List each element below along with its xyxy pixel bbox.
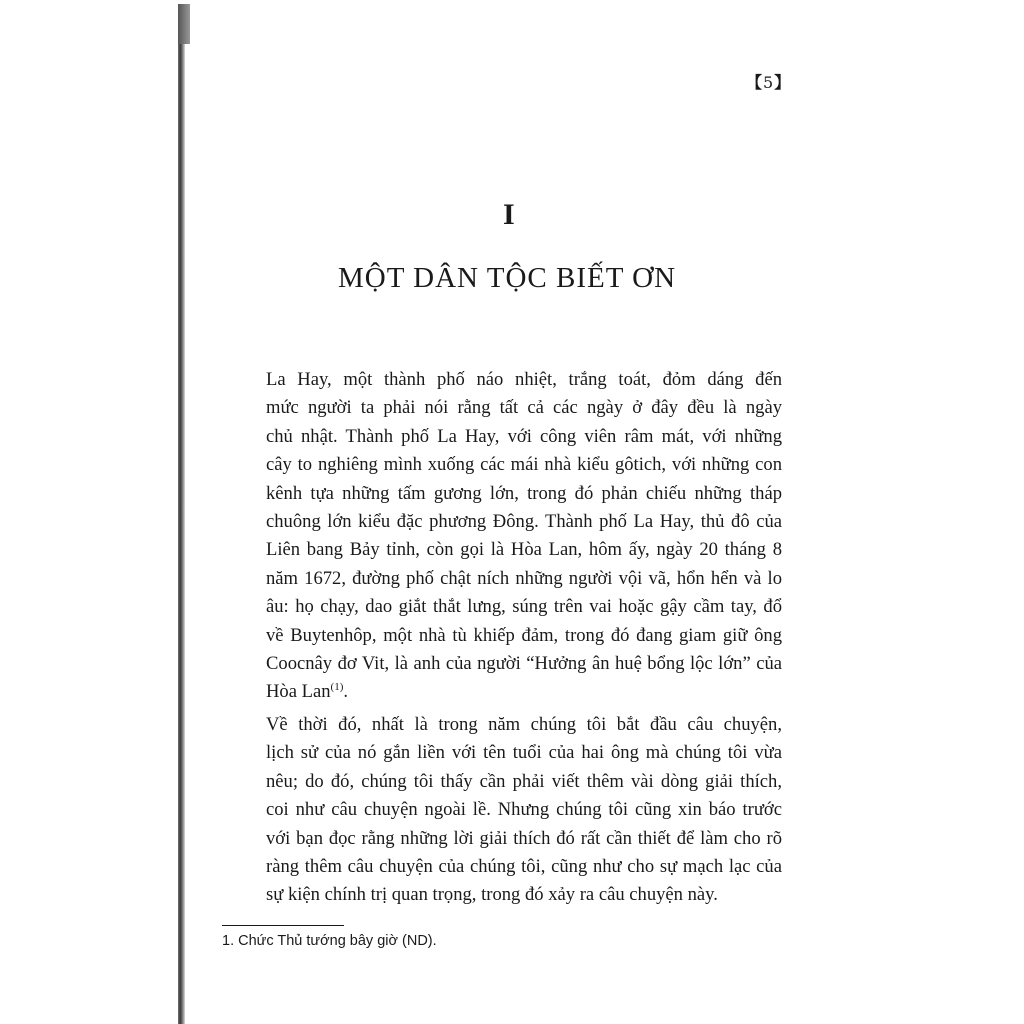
text-line: Về thời đó, nhất là trong năm chúng tôi bắt đầu câu chuyện, bbox=[266, 713, 782, 735]
paragraph-2 bbox=[222, 711, 782, 910]
text-line: La Hay, một thành phố náo nhiệt, trắng toát, đỏm dáng đến bbox=[266, 369, 782, 390]
footnote-divider bbox=[222, 925, 344, 926]
text-line: Coocnây đơ Vit, là anh của người “Hưởng ân huệ bổng lộc lớn” của bbox=[266, 653, 782, 675]
chapter-title: MỘT DÂN TỘC BIẾT ƠN bbox=[338, 262, 677, 294]
text-line: nêu; do đó, chúng tôi thấy cần phải viết thêm vài dòng giải thích, bbox=[266, 770, 782, 792]
book-page: 【5】 I MỘT DÂN TỘC BIẾT ƠN La Hay, một thành phố náo nhiệt, trắng toát, đỏm dáng đến mức người ta phải nói rằng tất cả các ngày ở đây đều là ngày chủ nhật. Thành phố La Hay, với công viên râm mát, với những cây to nghiêng mình xuống các mái nhà kiểu gôtich, với những con kênh tựa những tấm gương lớn, trong đó phản chiếu những tháp chuông lớn kiểu đặc phương Đông. Thành phố La Hay, thủ đô của Liên bang Bảy tỉnh, còn gọi là Hòa Lan, hôm ấy, ngày 20 tháng 8 năm 1672, đường phố chật ních những người vội vã, hổn hển và lo âu: họ chạy, dao giắt thắt lưng, súng trên vai hoặc gậy cầm tay, đổ về Buytenhôp, một nhà tù khiếp đảm, trong đó đang giam giữ ông Coocnây đơ Vit, là anh của người “Hưởng ân huệ bổng lộc lớn” của Hòa Lan$^{(1)}$. Về thời đó, nhất là trong năm chúng tôi bắt đầu câu chuyện, lịch sử của nó gắn liền với tên tuổi của hai ông mà chúng tôi vừa nêu; do đó, chúng tôi thấy cần phải viết thêm vài dòng giải thích, coi như câu chuyện ngoài lề. Nhưng chúng tôi cũng xin báo trước với bạn đọc rằng những lời giải thích đó rất cần thiết để làm cho rõ ràng thêm câu chuyện của chúng tôi, cũng như cho sự mạch lạc của sự kiện chính trị quan trọng, trong đó xảy ra câu chuyện này. 1. Chức Thủ tướng bây giờ (ND). bbox=[0, 0, 1024, 1024]
text-line: về Buytenhôp, một nhà tù khiếp đảm, trong đó đang giam giữ ông bbox=[266, 624, 782, 646]
text-line: coi như câu chuyện ngoài lề. Nhưng chúng tôi cũng xin báo trước bbox=[266, 799, 782, 821]
text-line: chuông lớn kiểu đặc phương Đông. Thành phố La Hay, thủ đô của bbox=[266, 511, 782, 533]
binding-edge-top bbox=[178, 4, 190, 44]
text-line: ràng thêm câu chuyện của chúng tôi, cũng như cho sự mạch lạc của bbox=[266, 855, 782, 877]
text-line: âu: họ chạy, dao giắt thắt lưng, súng trên vai hoặc gậy cầm tay, đổ bbox=[266, 596, 782, 618]
text-line: với bạn đọc rằng những lời giải thích đó rất cần thiết để làm cho rõ bbox=[266, 827, 782, 849]
page-number-value: 5 bbox=[763, 73, 775, 92]
text-line: năm 1672, đường phố chật ních những người vội vã, hổn hển và lo bbox=[266, 567, 782, 589]
text-line: Liên bang Bảy tỉnh, còn gọi là Hòa Lan, hôm ấy, ngày 20 tháng 8 bbox=[266, 539, 782, 561]
text-line-last: Hòa Lan$^{(1)}$. bbox=[266, 681, 349, 703]
page-number: 【5】 bbox=[746, 73, 792, 92]
paragraph-1 bbox=[222, 366, 782, 707]
text-line: cây to nghiêng mình xuống các mái nhà kiểu gôtich, với những con bbox=[266, 454, 782, 476]
text-line: lịch sử của nó gắn liền với tên tuổi của hai ông mà chúng tôi vừa bbox=[266, 742, 782, 764]
binding-edge bbox=[178, 4, 185, 1024]
footnote: 1. Chức Thủ tướng bây giờ (ND). bbox=[222, 933, 437, 949]
text-line-last: sự kiện chính trị quan trọng, trong đó xảy ra câu chuyện này. bbox=[266, 884, 718, 906]
text-line: kênh tựa những tấm gương lớn, trong đó phản chiếu những tháp bbox=[266, 482, 782, 504]
text-line: mức người ta phải nói rằng tất cả các ngày ở đây đều là ngày bbox=[266, 397, 782, 419]
footnote-reference[interactable]: (1) bbox=[330, 681, 344, 694]
text-line: chủ nhật. Thành phố La Hay, với công viên râm mát, với những bbox=[266, 425, 782, 447]
body-text bbox=[222, 366, 782, 910]
